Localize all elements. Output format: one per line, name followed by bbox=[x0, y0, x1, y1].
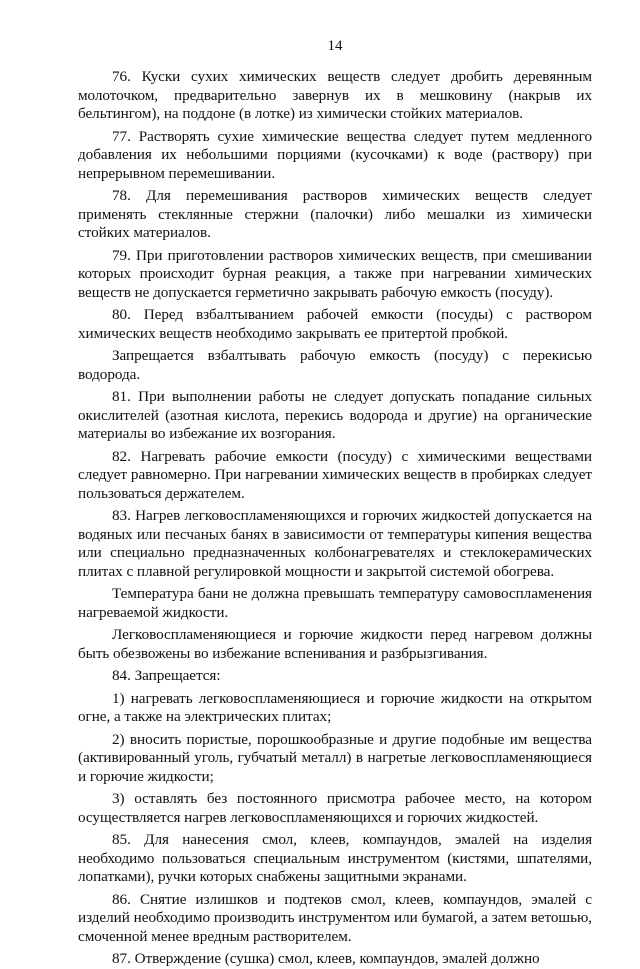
paragraph-78: 78. Для перемешивания растворов химических веществ следует применять стеклянные стержни (палочки) либо мешалки из химически стойких материалов. bbox=[78, 187, 592, 241]
document-body bbox=[78, 68, 592, 969]
paragraph-84-item-1: 1) нагревать легковоспламеняющиеся и горючие жидкости на открытом огне, а также на электрических плитах; bbox=[78, 689, 592, 725]
paragraph-84: 84. Запрещается: bbox=[112, 667, 221, 684]
paragraph-81: 81. При выполнении работы не следует допускать попадание сильных окислителей (азотная кислота, перекись водорода и другие) на органические материалы во избежание их возгорания. bbox=[78, 388, 592, 442]
paragraph-86: 86. Снятие излишков и подтеков смол, клеев, компаундов, эмалей с изделий необходимо производить инструментом или бумагой, а затем ветошью, смоченной менее вредным растворителем. bbox=[78, 890, 592, 945]
paragraph-84-item-3: 3) оставлять без постоянного присмотра рабочее место, на котором осуществляется нагрев легковоспламеняющихся и горючих жидкостей. bbox=[78, 790, 592, 826]
paragraph-77: 77. Растворять сухие химические вещества следует путем медленного добавления их небольшими порциями (кусочками) к воде (раствору) при непрерывном перемешивании. bbox=[78, 127, 592, 182]
paragraph-83-bath-temperature: Температура бани не должна превышать температуру самовоспламенения нагреваемой жидкости. bbox=[78, 585, 592, 621]
paragraph-82: 82. Нагревать рабочие емкости (посуду) с химическими веществами следует равномерно. При нагревании химических веществ в пробирках следует пользоваться держателем. bbox=[78, 447, 592, 502]
paragraph-83-dehydration: Легковоспламеняющиеся и горючие жидкости перед нагревом должны быть обезвожены во избежание вспенивания и разбрызгивания. bbox=[78, 626, 592, 662]
paragraph-79: 79. При приготовлении растворов химических веществ, при смешивании которых происходит бурная реакция, а также при нагревании химических веществ не допускается герметично закрывать рабочую емкость (посуду). bbox=[78, 246, 592, 301]
paragraph-83: 83. Нагрев легковоспламеняющихся и горючих жидкостей допускается на водяных или песчаных банях в зависимости от температуры кипения вещества или специально предназначенных колбонагревателях и стеклокерамических плитах с плавной регулировкой мощности и закрытой системой обогрева. bbox=[78, 507, 592, 580]
paragraph-84-item-2: 2) вносить пористые, порошкообразные и другие подобные им вещества (активированный уголь, губчатый металл) в нагретые легковоспламеняющиеся и горючие жидкости; bbox=[78, 730, 592, 785]
paragraph-87: 87. Отверждение (сушка) смол, клеев, компаундов, эмалей должно bbox=[112, 950, 540, 967]
page-number: 14 bbox=[327, 38, 343, 54]
paragraph-85: 85. Для нанесения смол, клеев, компаундов, эмалей на изделия необходимо пользоваться специальным инструментом (кистями, шпателями, лопатками), ручки которых снабжены защитными экранами. bbox=[78, 831, 592, 885]
paragraph-80: 80. Перед взбалтыванием рабочей емкости (посуды) с раствором химических веществ необходимо закрывать ее притертой пробкой. bbox=[78, 306, 592, 342]
paragraph-80-prohibition: Запрещается взбалтывать рабочую емкость (посуду) с перекисью водорода. bbox=[78, 347, 592, 383]
paragraph-76: 76. Куски сухих химических веществ следует дробить деревянным молоточком, предварительно завернув их в мешковину (накрыв их бельтингом), на поддоне (в лотке) из химически стойких материалов. bbox=[78, 68, 592, 122]
